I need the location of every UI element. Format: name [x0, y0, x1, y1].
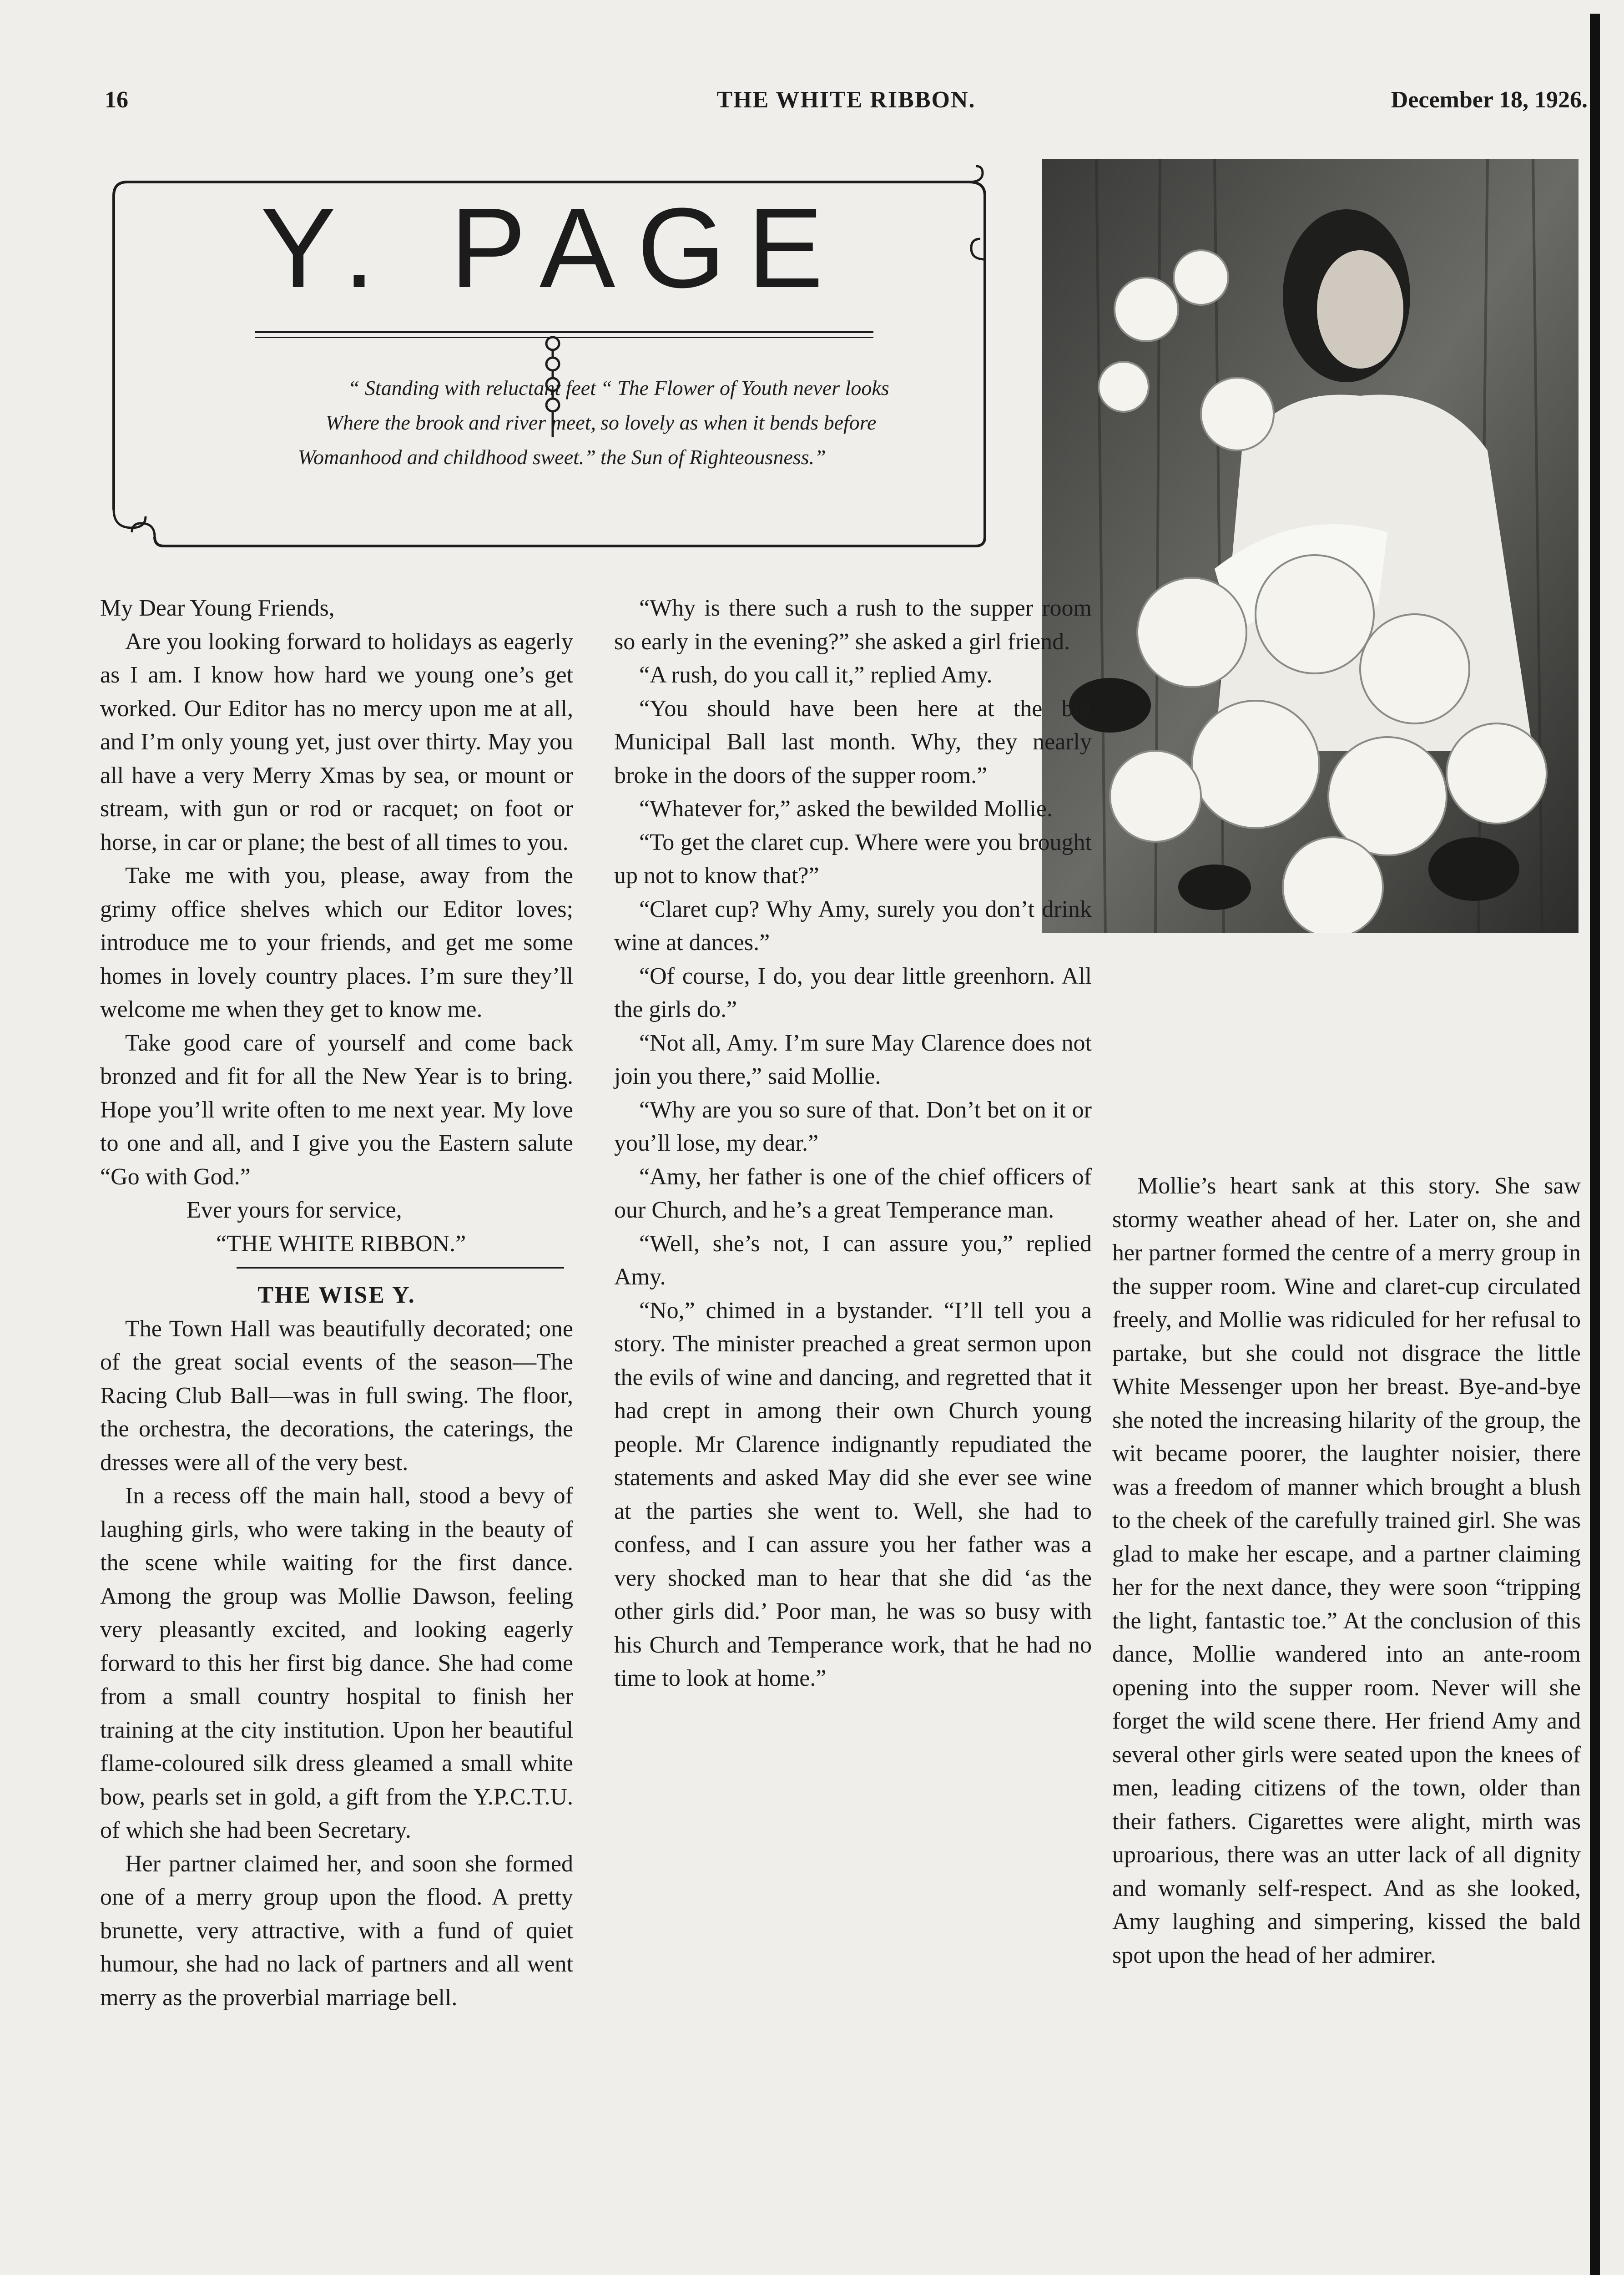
page-number: 16 — [105, 87, 128, 113]
story-paragraph: “Not all, Amy. I’m sure May Clarence does not join you there,” said Mollie. — [614, 1030, 1092, 1089]
story-paragraph: “A rush, do you call it,” replied Amy. — [639, 662, 993, 688]
section-rule — [237, 1267, 564, 1269]
banner-quote-left — [136, 371, 596, 475]
story-title: THE WISE Y. — [257, 1282, 416, 1308]
letter-salutation: My Dear Young Friends, — [100, 595, 335, 621]
letter-paragraph: Are you looking forward to holidays as eagerly as I am. I know how hard we young one’s get worked. Our Editor has no mercy upon me at all, and I’m only young yet, just over thirty. May you all have a very Merry Xmas by sea, or mount or stream, with gun or rod or racquet; on foot or horse, in car or plane; the best of all times to you. — [100, 628, 573, 855]
story-paragraph: Her partner claimed her, and soon she formed one of a merry group upon the flood. A pretty brunette, very attractive, with a fund of quiet humour, she had no lack of partners and all went merry as the proverbial marriage bell. — [100, 1850, 573, 2011]
story-paragraph: “Well, she’s not, I can assure you,” replied Amy. — [614, 1230, 1092, 1290]
y-page-banner — [100, 164, 1005, 555]
letter-signature: “THE WHITE RIBBON.” — [216, 1230, 466, 1257]
photo-girl-with-flowers — [1042, 159, 1579, 933]
story-paragraph: “No,” chimed in a bystander. “I’ll tell you a story. The minister preached a great sermon upon the evils of wine and dancing, and regretted that it had crept in among their own Church young people. Mr Clarence indignantly repudiated the statements and asked May did she ever see wine at the parties she went to. Well, she had to confess, and I can assure you her father was a very shocked man to hear that she did ‘as the other girls did.’ Poor man, he was so busy with his Church and Temperance work, that he had no time to look at home.” — [614, 1297, 1092, 1691]
column-2 — [614, 592, 1092, 1695]
story-paragraph: “To get the claret cup. Where were you brought up not to know that?” — [614, 829, 1092, 889]
column-1 — [100, 592, 573, 2014]
banner-quote-right — [600, 371, 983, 475]
page-edge-rule — [1590, 14, 1600, 2275]
page-header — [105, 86, 1588, 123]
quote-right-text: “ The Flower of Youth never looks so lovely as when it bends before the Sun of Righteousness.” — [600, 376, 889, 469]
column-3 — [1112, 1169, 1581, 1972]
story-paragraph: Mollie’s heart sank at this story. She saw stormy weather ahead of her. Later on, she and her partner formed the centre of a merry group in the supper room. Wine and claret-cup circulated freely, and Mollie was ridiculed for her refusal to partake, but she could not disgrace the little White Messenger upon her breast. Bye-and-bye she noted the increasing hilarity of the group, the wit became poorer, the laughter noisier, there was a freedom of manner which brought a blush to the cheek of the carefully trained girl. She was glad to make her escape, and a partner claiming her for the next dance, they were soon “tripping the light, fantastic toe.” At the conclusion of this dance, Mollie wandered into an ante-room opening into the supper room. Never will she forget the wild scene there. Her friend Amy and several other girls were seated upon the knees of men, leading citizens of the town, older than their fathers. Cigarettes were alight, mirth was uproarious, there was an utter lack of all dignity and womanly self-respect. And as she looked, Amy laughing and simpering, kissed the bald spot upon the head of her admirer. — [1112, 1173, 1581, 1968]
story-paragraph: “Claret cup? Why Amy, surely you don’t drink wine at dances.” — [614, 896, 1092, 956]
story-paragraph: “Why are you so sure of that. Don’t bet on it or you’ll lose, my dear.” — [614, 1097, 1092, 1156]
issue-date: December 18, 1926. — [1391, 87, 1588, 113]
publication-title: THE WHITE RIBBON. — [716, 87, 976, 113]
y-page-title: Y. PAGE — [260, 184, 845, 311]
photo-illustration — [1042, 159, 1579, 933]
story-paragraph: “Whatever for,” asked the bewilded Mollie. — [639, 796, 1053, 822]
story-paragraph: “Of course, I do, you dear little greenhorn. All the girls do.” — [614, 963, 1092, 1022]
letter-closing: Ever yours for service, — [187, 1197, 402, 1223]
story-paragraph: “Amy, her father is one of the chief officers of our Church, and he’s a great Temperance man. — [614, 1163, 1092, 1223]
story-paragraph: “You should have been here at the big Municipal Ball last month. Why, they nearly broke in the doors of the supper room.” — [614, 695, 1092, 789]
story-paragraph: “Why is there such a rush to the supper room so early in the evening?” she asked a girl friend. — [614, 595, 1092, 655]
quote-left-text: “ Standing with reluctant feet Where the brook and river meet, Womanhood and childhood sweet.” — [298, 376, 596, 469]
letter-paragraph: Take good care of yourself and come back bronzed and fit for all the New Year is to bring. Hope you’ll write often to me next year. My love to one and all, and I give you the Eastern salute “Go with God.” — [100, 1030, 573, 1190]
story-paragraph: In a recess off the main hall, stood a bevy of laughing girls, who were taking in the beauty of the scene while waiting for the first dance. Among the group was Mollie Dawson, feeling very pleasantly excited, and looking eagerly forward to this her first big dance. She had come from a small country hospital to finish her training at the city institution. Upon her beautiful flame-coloured silk dress gleamed a small white bow, pearls set in gold, a gift from the Y.P.C.T.U. of which she had been Secretary. — [100, 1483, 573, 1843]
story-paragraph: The Town Hall was beautifully decorated; one of the great social events of the season—The Racing Club Ball—was in full swing. The floor, the orchestra, the decorations, the caterings, the dresses were all of the very best. — [100, 1315, 573, 1476]
letter-paragraph: Take me with you, please, away from the grimy office shelves which our Editor loves; introduce me to your friends, and get me some homes in lovely country places. I’m sure they’ll welcome me when they get to know me. — [100, 863, 573, 1022]
